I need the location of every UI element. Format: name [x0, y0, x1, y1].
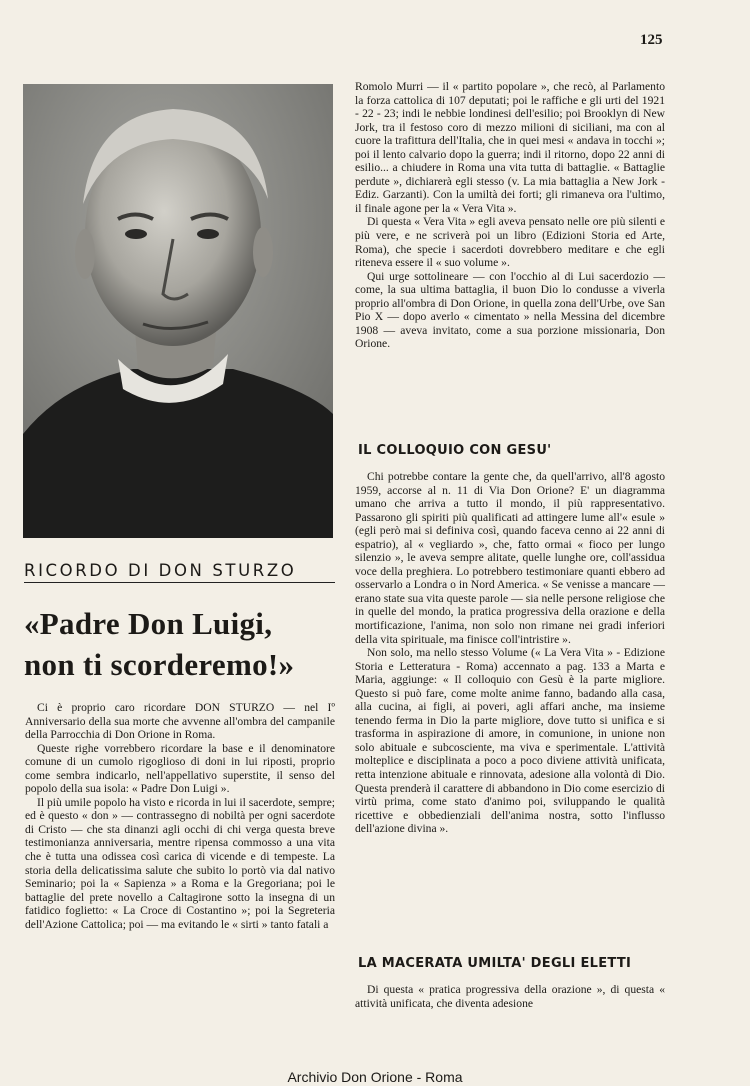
section-2-body: [355, 983, 665, 1010]
paragraph: Di questa « pratica progressiva della orazione », di questa « attività unificata, che diventa adesione: [355, 983, 665, 1010]
paragraph: Queste righe vorrebbero ricordare la base e il denominatore comune di un cumolo rigoglioso di doni in lui riposti, proprio come sembra indicarlo, nell'appellativo superstite, il senso del popolo della sua isola: « Padre Don Luigi ».: [25, 741, 335, 796]
paragraph: Di questa « Vera Vita » egli aveva pensato nelle ore più silenti e più vere, e ne scriverà poi un libro (Edizioni Storia ed Arte, Roma), che specie i sacerdoti dovrebbero meditare e che egli riteneva essere il « suo volume ».: [355, 215, 665, 270]
portrait-photo: [23, 84, 333, 538]
left-column: [25, 701, 335, 931]
section-heading: IL COLLOQUIO CON GESU': [358, 443, 552, 458]
article-headline: «Padre Don Luigi, non ti scorderemo!»: [24, 606, 295, 682]
article-kicker: RICORDO DI DON STURZO: [24, 561, 297, 580]
section-heading: LA MACERATA UMILTA' DEGLI ELETTI: [358, 956, 632, 971]
section-1-body: [355, 470, 665, 836]
right-column-intro: [355, 80, 665, 351]
paragraph: Il più umile popolo ha visto e ricorda in lui il sacerdote, sempre; ed è questo « don » — contrassegno di nobiltà per ogni sacerdote di Cristo — che sta dinanzi agli occhi di chi verga questa breve testimonianza anniversaria, mentre ripensa commosso a una vita che è tutta una odissea così carica di vicende e di tempeste. La storia della delicatissima salute che subito lo portò via dal nativo Seminario; poi la « Sapienza » a Roma e la Gregoriana; poi le battaglie del prete novello a Caltagirone sotto la insegna di un fatidico foglietto: « La Croce di Costantino »; poi la Segreteria dell'Azione Cattolica; poi — ma evitando le « sirti » tanto fatali a: [25, 795, 335, 931]
paragraph: Qui urge sottolineare — con l'occhio al di Lui sacerdozio — come, la sua ultima battaglia, il buon Dio lo condusse a viverla proprio all'ombra di Don Orione, in quella zona dell'Urbe, ove San Pio X — dopo averlo « cimentato » nella Messina del dicembre 1908 — aveva invitato, come a sua porzione missionaria, Don Orione.: [355, 269, 665, 351]
page-number: 125: [640, 32, 663, 48]
kicker-rule: [24, 582, 335, 583]
archive-footer: Archivio Don Orione - Roma: [287, 1069, 463, 1085]
paragraph: Chi potrebbe contare la gente che, da quell'arrivo, all'8 agosto 1959, accorse al n. 11 di Via Don Orione? E' un diagramma umano che arriva a tutto il mondo, il più rappresentativo. Passarono gli spiriti più qualificati ad attingere lume all'« esule » (egli però mai si definiva così, quando faceva cenno ai 22 anni di espatrio), al « vegliardo », che, fatto ormai « fioco per lungo silenzio », le aveva sempre alitate, quelle lunghe ore, coll'assidua voce della preghiera. Lo potrebbero testimoniare quanti ebbero ad osservarlo a Londra o in Nord America. « Se venisse a mancare — erano state sua vita queste parole — sia nelle persone religiose che in quelle del mondo, la pratica progressiva della orazione e della mortificazione, l'anima, non solo non rimane nei gradi inferiori della vita spirituale, ma finisce coll'intristire ».: [355, 470, 665, 646]
paragraph: Non solo, ma nello stesso Volume (« La Vera Vita » - Edizione Storia e Letteratura - Roma) accennato a pag. 133 a Marta e Maria, aggiunge: « Il colloquio con Gesù è la parte migliore. Questo si può fare, come molte anime fanno, badando alla casa, alla cucina, ai figli, ai poveri, agli affari anche, ma insieme tenendo ferma in Dio la parte migliore, dove tutto si unifica e si trasforma in aspirazione di amore, in comunione, in unione non solo abituale e subcosciente, ma viva e sperimentale. L'attività molteplice e disciplinata a poco a poco diviene attività unificata, retta intenzione abituale e rinnovata, adesione alla volontà di Dio. Questa prenderà il carattere di abbandono in Dio come esercizio di virtù prima, come stato d'animo poi, sviluppando le qualità ricettive e obbedienziali dell'anima nostra, sotto l'influsso dell'azione divina ».: [355, 646, 665, 836]
paragraph: Ci è proprio caro ricordare DON STURZO — nel Iº Anniversario della sua morte che avvenne all'ombra del campanile della Parrocchia di Don Orione in Roma.: [25, 701, 335, 742]
portrait-illustration: [23, 84, 333, 538]
paragraph: Romolo Murri — il « partito popolare », che recò, al Parlamento la forza cattolica di 107 deputati; poi le raffiche e gli urti del 1921 - 22 - 23; indi le nebbie londinesi dell'esilio; poi Brooklyn di New Jork, tra il festoso coro di mezzo milioni di siciliani, ma con al cuore la trafittura dell'Italia, che in quei mesi « andava in tocchi »; poi il lento calvario dopo la guerra; indi il ritorno, dopo 22 anni di esilio... a chiudere in Roma una vita tutta di battaglie. « Battaglie perdute », dichiarerà egli stesso (v. La mia battaglia a New Jork - Ediz. Garzanti). Con la umiltà dei forti; gli rimaneva ora l'ultimo, il finale agone per la « Vera Vita ».: [355, 80, 665, 215]
